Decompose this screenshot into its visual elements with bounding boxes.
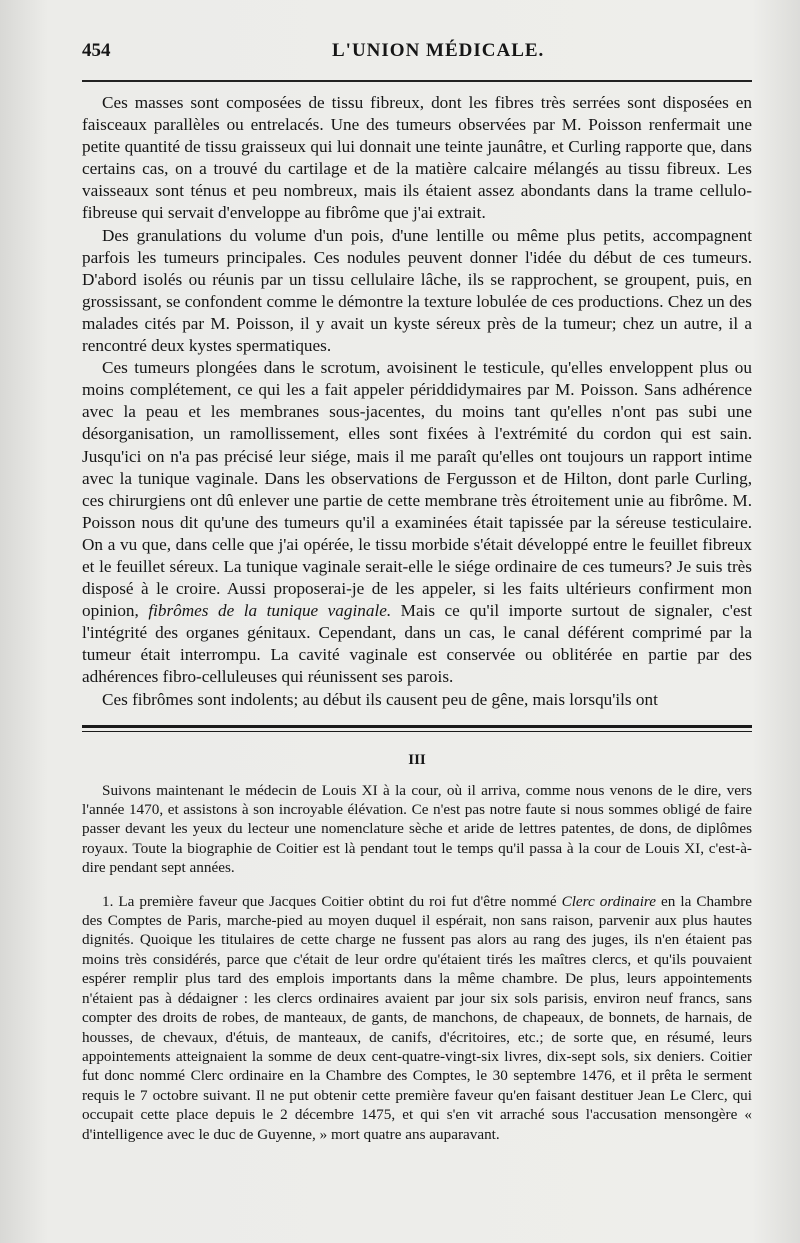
paragraph-1: Ces masses sont composées de tissu fibreux, dont les fibres très serrées sont disposées en faisceaux parallèles ou entrelacés. Une des tumeurs observées par M. Poisson renfermait une petite quantité de tissu graisseux qui lui donnait une teinte jaunâtre, et Curling rapporte que, dans certains cas, on a trouvé du cartilage et de la matière calcaire mélangés au tissu fibreux. Les vaisseaux sont ténus et peu nombreux, mais ils étaient assez abondants dans la trame cellulo-fibreuse qui servait d'enveloppe au fibrôme que j'ai extrait. — [82, 93, 752, 223]
article-body — [82, 92, 752, 711]
feuilleton-body — [82, 781, 752, 1144]
page-number: 454 — [82, 40, 111, 61]
feuilleton-intro: Suivons maintenant le médecin de Louis XI à la cour, où il arriva, comme nous venons de le dire, vers l'année 1470, et assistons à son incroyable élévation. Ce n'est pas notre faute si nous sommes obligé de faire passer devant les yeux du lecteur une nomenclature sèche et aride de lettres patentes, de dons, de diplômes royaux. Toute la biographie de Coitier est là pendant tout le temps qu'il passa à la cour de Louis XI, c'est-à-dire pendant sept années. — [82, 781, 752, 877]
header-rule — [82, 80, 752, 82]
journal-title: L'UNION MÉDICALE. — [332, 40, 545, 61]
section-divider — [82, 725, 752, 732]
feuilleton-item-1: 1. La première faveur que Jacques Coitier obtint du roi fut d'être nommé Clerc ordinaire en la Chambre des Comptes de Paris, marche-pied au moyen duquel il espérait, non sans raison, parvenir aux plus hautes dignités. Quoique les titulaires de cette charge ne fussent pas alors au rang des juges, ils n'en étaient pas moins très considérés, parce que c'était de leur ordre qu'étaient tirés les maîtres clercs, et qu'ils pouvaient espérer remplir plus tard des emplois importants dans la même chambre. De plus, leurs appointements n'étaient pas à dédaigner : les clercs ordinaires avaient par jour six sols parisis, environ neuf francs, sans compter des droits de robes, de manteaux, de gants, de manchons, de chapeaux, de bonnets, de harnais, de housses, de chevaux, d'étuis, de manteaux, de canifs, d'écritoires, etc.; de sorte que, en résumé, leurs appointements atteignaient la somme de deux cent-quatre-vingt-six livres, dix-sept sols, six deniers. Coitier fut donc nommé Clerc ordinaire en la Chambre des Comptes, le 30 septembre 1476, et il prêta le serment requis le 7 octobre suivant. Il ne put obtenir cette première faveur qu'en faisant destituer Jean Le Clerc, qui occupait cette place depuis le 2 décembre 1475, et qui s'en vit arraché sous l'accusation mensongère « d'intelligence avec le duc de Guyenne, » mort quatre ans auparavant. — [82, 892, 752, 1143]
emphasis-clerc: Clerc ordinaire — [561, 892, 657, 910]
paragraph-4: Ces fibrômes sont indolents; au début ils causent peu de gêne, mais lorsqu'ils ont — [102, 689, 658, 709]
paragraph-2: Des granulations du volume d'un pois, d'une lentille ou même plus petits, accompagnent parfois les tumeurs principales. Ces nodules peuvent donner l'idée du début de ces tumeurs. D'abord isolés ou réunis par un tissu cellulaire lâche, ils se rapprochent, se groupent, puis, en grossissant, se confondent comme le démontre la texture lobulée de ces productions. Chez un des malades cités par M. Poisson, il y avait un kyste séreux près de la tumeur; chez un autre, il a rencontré deux kystes spermatiques. — [82, 225, 752, 356]
emphasis-fibromes: fibrômes de la tunique vaginale. — [148, 601, 392, 621]
running-head — [82, 40, 752, 76]
paragraph-3: Ces tumeurs plongées dans le scrotum, avoisinent le testicule, qu'elles enveloppent plus ou moins complétement, ce qui les a fait appeler périddidymaires par M. Poisson. Sans adhérence avec la peau et les membranes sous-jacentes, du moins tant qu'elles n'ont pas subi une désorganisation, un ramollissement, elles sont fixées à l'extrémité du cordon qui est sain. Jusqu'ici on n'a pas précisé leur siége, mais il me paraît qu'elles ont toujours un rapport intime avec la tunique vaginale. Dans les observations de Fergusson et de Hilton, dont parle Curling, ces chirurgiens ont dû enlever une partie de cette membrane très étroitement unie au fibrôme. M. Poisson nous dit qu'une des tumeurs qu'il a examinées était tapissée par la séreuse testiculaire. On a vu que, dans celle que j'ai opérée, le tissu morbide s'était développé entre le feuillet fibreux et le feuillet séreux. La tunique vaginale serait-elle le siége ordinaire de ces tumeurs? Je suis très disposé à le croire. Aussi proposerai-je de les appeler, si les faits ultérieurs confirment mon opinion, fibrômes de la tunique vaginale. Mais ce qu'il importe surtout de signaler, c'est l'intégrité des organes génitaux. Cependant, dans un cas, le canal déférent comprimé par la tumeur était interrompu. La cavité vaginale est conservée ou oblitérée en partie par des adhérences fibro-celluleuses qui réunissent ses parois. — [82, 358, 752, 687]
section-number: III — [408, 751, 426, 768]
